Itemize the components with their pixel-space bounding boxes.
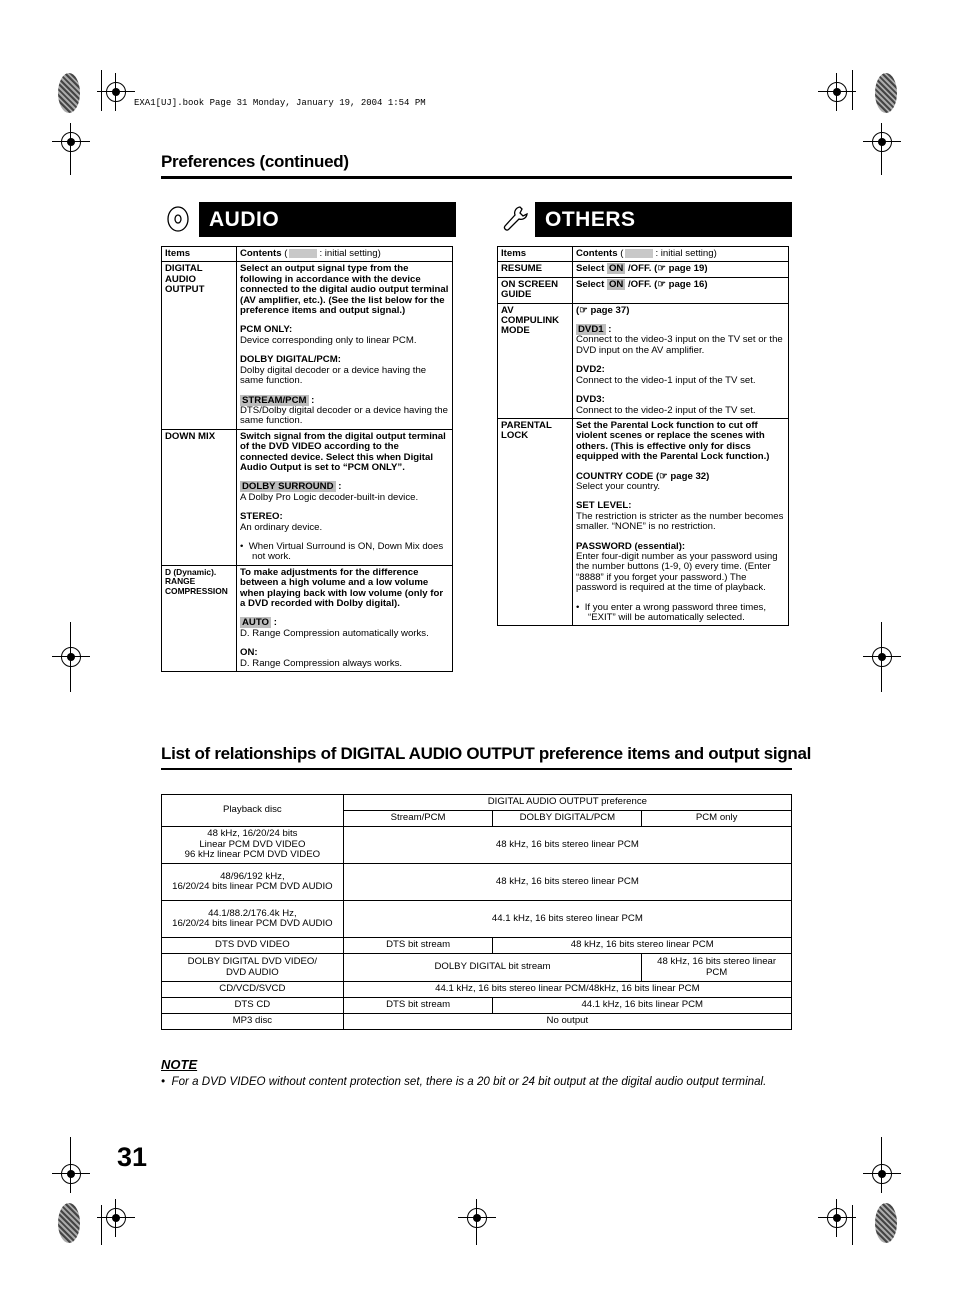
disc-cell: 48 kHz, 16/20/24 bits Linear PCM DVD VIDEO 96 kHz linear PCM DVD VIDEO [162,827,344,864]
list-title-rule [161,768,792,770]
initial-setting-swatch [289,249,317,258]
disc-cell: MP3 disc [162,1014,344,1030]
output-cell: 44.1 kHz, 16 bits stereo linear PCM [343,901,791,938]
initial-setting-label: ON [608,263,624,275]
table-row [498,277,789,303]
output-cell: 44.1 kHz, 16 bits stereo linear PCM/48kHz, 16 bits linear PCM [343,982,791,998]
output-cell: DOLBY DIGITAL bit stream [343,954,642,982]
table-row [498,418,789,626]
table-row [498,303,789,418]
section-title: Preferences (continued) [161,152,349,171]
initial-setting-label: DOLBY SURROUND [242,481,334,493]
relationship-table [161,794,792,1030]
table-row [162,901,792,938]
table-row [498,247,789,262]
table-row [162,429,453,565]
table-row [162,954,792,982]
note-heading: NOTE [161,1057,198,1072]
registration-mark-icon [467,1208,487,1228]
output-cell: No output [343,1014,791,1030]
table-row [162,864,792,901]
output-cell: DTS bit stream [343,998,493,1014]
table-row [162,262,453,429]
item-av-compulink-mode: AV COMPULINK MODE [498,303,573,418]
registration-mark-icon [61,132,81,152]
column-header: Playback disc [162,795,344,827]
table-row [162,827,792,864]
contents-cell: Select ON /OFF. (☞ page 16) [573,277,789,303]
table-row [162,565,453,671]
contents-cell: (☞ page 37) DVD1 : Connect to the video-3 input on the TV set or the DVD input on the AV amplifier. DVD2: Connect to the video-1 input of the TV set. DVD3: Connect to the video-2 input of the TV set. [573,303,789,418]
audio-banner: AUDIO [199,202,456,237]
column-header: DOLBY DIGITAL/PCM [493,811,642,827]
table-row [162,247,453,262]
print-info: EXA1[UJ].book Page 31 Monday, January 19, 2004 1:54 PM [134,98,426,108]
column-header: Contents ( : initial setting) [237,247,453,262]
item-range-compression: D (Dynamic). RANGE COMPRESSION [162,565,237,671]
initial-setting-label: STREAM/PCM [242,394,307,406]
registration-mark-icon [872,1164,892,1184]
table-row [162,1014,792,1030]
column-header: Items [498,247,573,262]
registration-mark-icon [872,132,892,152]
registration-mark-icon [106,82,126,102]
disc-cell: 48/96/192 kHz, 16/20/24 bits linear PCM DVD AUDIO [162,864,344,901]
column-header: Items [162,247,237,262]
disc-icon [163,204,193,234]
column-header: PCM only [642,811,792,827]
note-text: • For a DVD VIDEO without content protection set, there is a 20 bit or 24 bit output at the digital audio output terminal. [161,1075,767,1088]
column-header: DIGITAL AUDIO OUTPUT preference [343,795,791,811]
table-row [162,938,792,954]
color-bar-icon [875,73,897,113]
page-number: 31 [117,1142,148,1172]
wrench-icon [500,204,530,234]
initial-setting-swatch [625,249,653,258]
disc-cell: 44.1/88.2/176.4k Hz, 16/20/24 bits linear PCM DVD AUDIO [162,901,344,938]
contents-cell: Select an output signal type from the following in accordance with the device connected to the digital audio output terminal (AV amplifier, etc.). (See the list below for the preference items and output signal.) PCM ONLY: Device corresponding only to linear PCM. DOLBY DIGITAL/PCM: Dolby digital decoder or a device having the same function. STREAM/PCM : DTS/Dolby digital decoder or a device having the same function. [237,262,453,429]
others-banner: OTHERS [535,202,792,237]
item-digital-audio-output: DIGITAL AUDIO OUTPUT [162,262,237,429]
item-resume: RESUME [498,262,573,277]
section-rule [161,176,792,179]
registration-mark-icon [827,1208,847,1228]
contents-cell: Switch signal from the digital output terminal of the DVD VIDEO according to the connected device. Select this when Digital Audio Output is set to “PCM ONLY”. DOLBY SURROUND : A Dolby Pro Logic decoder-built-in device. STEREO: An ordinary device. • When Virtual Surround is ON, Down Mix does not work. [237,429,453,565]
initial-setting-label: AUTO [242,617,270,629]
disc-cell: CD/VCD/SVCD [162,982,344,998]
disc-cell: DTS DVD VIDEO [162,938,344,954]
color-bar-icon [875,1203,897,1243]
item-on-screen-guide: ON SCREEN GUIDE [498,277,573,303]
table-row [498,262,789,277]
contents-cell: To make adjustments for the difference between a high volume and a low volume when playing back with low volume (only for a DVD recorded with Dolby digital). AUTO : D. Range Compression automatically works. ON: D. Range Compression always works. [237,565,453,671]
initial-setting-label: ON [608,278,624,290]
item-parental-lock: PARENTAL LOCK [498,418,573,626]
output-cell: 48 kHz, 16 bits stereo linear PCM [343,827,791,864]
table-row [162,982,792,998]
disc-cell: DOLBY DIGITAL DVD VIDEO/ DVD AUDIO [162,954,344,982]
list-title: List of relationships of DIGITAL AUDIO OUTPUT preference items and output signal [161,744,812,763]
initial-setting-label: DVD1 [578,324,604,336]
table-row [162,795,792,811]
output-cell: 48 kHz, 16 bits stereo linear PCM [642,954,792,982]
contents-cell: Select ON /OFF. (☞ page 19) [573,262,789,277]
output-cell: DTS bit stream [343,938,493,954]
others-table [497,246,789,626]
column-header: Contents ( : initial setting) [573,247,789,262]
registration-mark-icon [827,82,847,102]
disc-cell: DTS CD [162,998,344,1014]
contents-cell: Set the Parental Lock function to cut off violent scenes or replace the scenes with others. (This is effective only for discs equipped with the Parental Lock function.) COUNTRY CODE (☞ page 32) Select your country. SET LEVEL: The restriction is stricter as the number becomes smaller. “NONE” is no restriction. PASSWORD (essential): Enter four-digit number as your password using the number buttons (1-9, 0) every time. (Enter “8888” if you forget your password.) The password is required at the time of playback. • If you enter a wrong password three times, “EXIT” will be automatically selected. [573,418,789,626]
table-row [162,998,792,1014]
column-header: Stream/PCM [343,811,493,827]
output-cell: 48 kHz, 16 bits stereo linear PCM [343,864,791,901]
item-down-mix: DOWN MIX [162,429,237,565]
color-bar-icon [58,1203,80,1243]
output-cell: 44.1 kHz, 16 bits linear PCM [493,998,792,1014]
registration-mark-icon [61,1164,81,1184]
registration-mark-icon [61,647,81,667]
registration-mark-icon [872,647,892,667]
registration-mark-icon [106,1208,126,1228]
output-cell: 48 kHz, 16 bits stereo linear PCM [493,938,792,954]
audio-table [161,246,453,672]
color-bar-icon [58,73,80,113]
